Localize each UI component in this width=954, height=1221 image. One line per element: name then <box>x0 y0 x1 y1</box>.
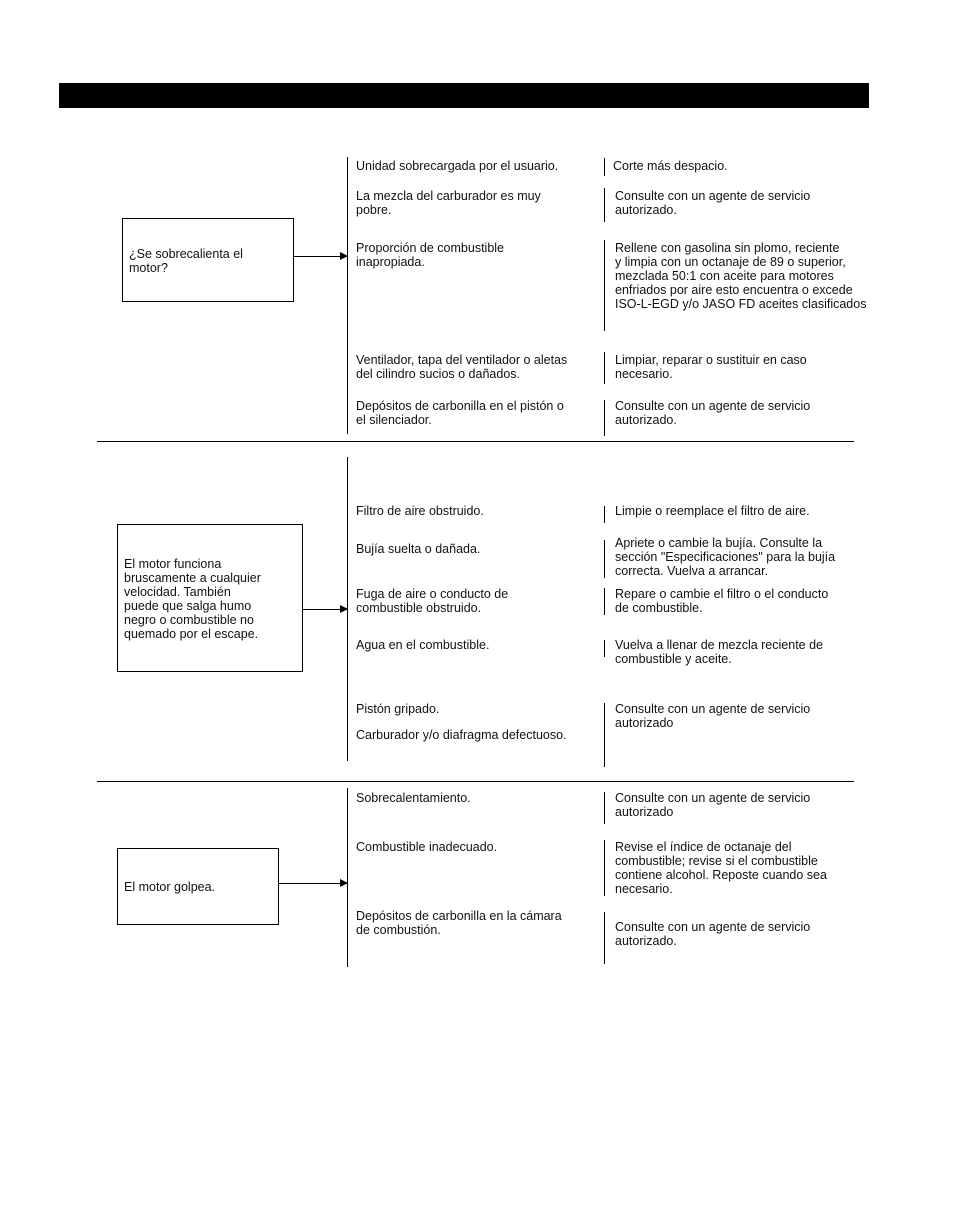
solution-item: Consulte con un agente de servicio autorizado. <box>615 920 811 948</box>
problem-box-rough-running <box>117 524 303 672</box>
cause-item: Ventilador, tapa del ventilador o aletas del cilindro sucios o dañados. <box>356 353 568 381</box>
cause-item: Filtro de aire obstruido. <box>356 504 484 518</box>
cause-item: Agua en el combustible. <box>356 638 490 652</box>
problem-text: ¿Se sobrecalienta el motor? <box>129 247 243 275</box>
solution-item: Apriete o cambie la bujía. Consulte la sección "Especificaciones" para la bujía correcta. Vuelva a arrancar. <box>615 536 836 578</box>
problem-box-knocking <box>117 848 279 925</box>
solution-item: Consulte con un agente de servicio autorizado <box>615 791 811 819</box>
problem-text: El motor golpea. <box>124 880 216 894</box>
solution-bracket <box>604 240 605 331</box>
header-bar <box>59 83 869 108</box>
solution-bracket <box>604 352 605 384</box>
solution-item: Limpie o reemplace el filtro de aire. <box>615 504 810 518</box>
solution-item: Corte más despacio. <box>613 159 728 173</box>
section-divider <box>97 781 854 782</box>
solution-bracket <box>604 540 605 578</box>
cause-item: Carburador y/o diafragma defectuoso. <box>356 728 567 742</box>
cause-item: Unidad sobrecargada por el usuario. <box>356 159 559 173</box>
cause-item: Sobrecalentamiento. <box>356 791 471 805</box>
arrow-connector <box>303 609 347 610</box>
solution-bracket <box>604 188 605 222</box>
causes-bracket <box>347 788 348 967</box>
solution-bracket <box>604 703 605 767</box>
solution-bracket <box>604 840 605 896</box>
solution-bracket <box>604 912 605 964</box>
solution-item: Consulte con un agente de servicio autorizado. <box>615 399 811 427</box>
solution-item: Consulte con un agente de servicio autorizado <box>615 702 811 730</box>
solution-item: Revise el índice de octanaje del combustible; revise si el combustible contiene alcohol. Reposte cuando sea necesario. <box>615 840 827 896</box>
arrow-connector <box>279 883 347 884</box>
section-divider <box>97 441 854 442</box>
solution-item: Vuelva a llenar de mezcla reciente de combustible y aceite. <box>615 638 823 666</box>
solution-bracket <box>604 400 605 436</box>
solution-bracket <box>604 588 605 615</box>
solution-item: Rellene con gasolina sin plomo, reciente y limpia con un octanaje de 89 o superior, mezclada 50:1 con aceite para motores enfriados por aire esto encuentra o excede ISO-L-EGD y/o JASO FD aceites clasificados <box>615 241 867 311</box>
cause-item: Combustible inadecuado. <box>356 840 498 854</box>
solution-bracket <box>604 640 605 657</box>
solution-bracket <box>604 792 605 824</box>
causes-bracket <box>347 457 348 761</box>
cause-item: Bujía suelta o dañada. <box>356 542 481 556</box>
solution-bracket <box>604 506 605 523</box>
solution-item: Consulte con un agente de servicio autorizado. <box>615 189 811 217</box>
cause-item: Pistón gripado. <box>356 702 440 716</box>
solution-item: Repare o cambie el filtro o el conducto de combustible. <box>615 587 829 615</box>
cause-item: La mezcla del carburador es muy pobre. <box>356 189 541 217</box>
problem-text: El motor funciona bruscamente a cualquier velocidad. También puede que salga humo negro o combustible no quemado por el escape. <box>124 557 261 641</box>
cause-item: Fuga de aire o conducto de combustible obstruido. <box>356 587 509 615</box>
problem-box-overheating <box>122 218 294 302</box>
causes-bracket <box>347 157 348 434</box>
cause-item: Depósitos de carbonilla en el pistón o el silenciador. <box>356 399 564 427</box>
solution-item: Limpiar, reparar o sustituir en caso necesario. <box>615 353 807 381</box>
solution-bracket <box>604 158 605 176</box>
arrow-connector <box>294 256 347 257</box>
cause-item: Proporción de combustible inapropiada. <box>356 241 504 269</box>
cause-item: Depósitos de carbonilla en la cámara de combustión. <box>356 909 562 937</box>
